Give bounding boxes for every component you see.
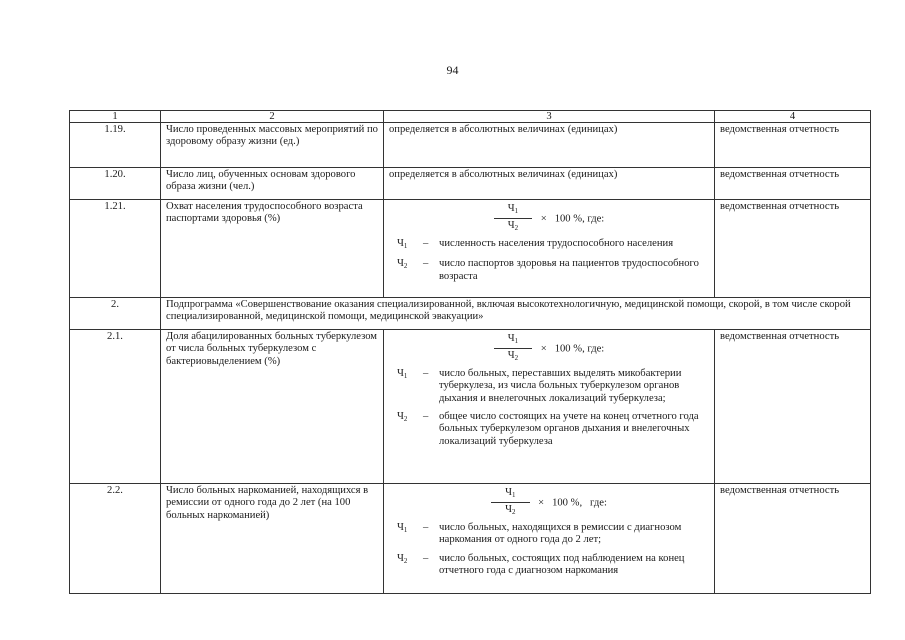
variable-definition <box>389 258 709 283</box>
variable-definition <box>389 553 709 578</box>
formula-tail: × 100 %, где: <box>540 213 605 225</box>
denominator-index: 2 <box>514 224 519 233</box>
indicator-name: Число проведенных массовых мероприятий по здоровому образу жизни (ед.) <box>161 123 384 168</box>
definition-dash: – <box>423 367 429 379</box>
variable-symbol: Ч <box>397 237 404 249</box>
formula <box>389 201 709 235</box>
variable-definition <box>389 368 709 405</box>
variable-symbol: Ч <box>397 552 404 564</box>
definition-text: численность населения трудоспособного населения <box>439 237 674 249</box>
table-header-row <box>70 111 871 123</box>
definition-dash: – <box>423 237 429 249</box>
definition-dash: – <box>423 521 429 533</box>
indicator-name: Число лиц, обученных основам здорового образа жизни (чел.) <box>161 168 384 200</box>
definition-dash: – <box>423 552 429 564</box>
column-header: 2 <box>161 111 384 123</box>
table-row <box>70 200 871 298</box>
row-number: 2.1. <box>70 330 161 484</box>
formula-tail: × 100 %, где: <box>538 497 607 509</box>
variable-definition <box>389 238 709 252</box>
row-number: 2.2. <box>70 484 161 594</box>
variable-index: 1 <box>403 525 408 534</box>
variable-symbol: Ч <box>397 258 404 270</box>
formula <box>389 331 709 365</box>
table-row <box>70 330 871 484</box>
table-row <box>70 123 871 168</box>
variable-symbol: Ч <box>397 521 404 533</box>
indicator-name: Число больных наркоманией, находящихся в ремиссии от одного года до 2 лет (на 100 больных наркоманией) <box>161 484 384 594</box>
calculation-method: определяется в абсолютных величинах (единицах) <box>384 168 715 200</box>
formula <box>389 485 709 519</box>
fraction <box>491 487 529 519</box>
variable-symbol: Ч <box>397 411 404 423</box>
formula-tail: × 100 %, где: <box>540 343 605 355</box>
page-number: 94 <box>446 63 459 77</box>
denominator-symbol: Ч <box>507 350 515 362</box>
column-header: 3 <box>384 111 715 123</box>
variable-index: 1 <box>403 371 408 380</box>
calculation-method <box>384 200 715 298</box>
variable-index: 2 <box>403 262 408 271</box>
variable-definition <box>389 522 709 547</box>
column-header: 4 <box>715 111 871 123</box>
column-header: 1 <box>70 111 161 123</box>
table-row <box>70 484 871 594</box>
definition-text: число паспортов здоровья на пациентов трудоспособного возраста <box>439 258 699 282</box>
definition-text: число больных, переставших выделять микобактерии туберкулеза, из числа больных туберкулезом органов дыхания и внелегочных локализаций туберкулеза; <box>439 367 682 404</box>
data-source: ведомственная отчетность <box>715 168 871 200</box>
fraction <box>494 333 532 365</box>
calculation-method: определяется в абсолютных величинах (единицах) <box>384 123 715 168</box>
numerator-index: 1 <box>512 491 516 499</box>
definition-dash: – <box>423 258 429 270</box>
denominator-symbol: Ч <box>507 220 515 232</box>
indicator-name: Охват населения трудоспособного возраста паспортами здоровья (%) <box>161 200 384 298</box>
numerator-index: 1 <box>514 207 519 215</box>
numerator-symbol: Ч <box>507 203 515 214</box>
numerator-index: 1 <box>514 337 519 345</box>
denominator-symbol: Ч <box>505 504 512 516</box>
data-source: ведомственная отчетность <box>715 200 871 298</box>
denominator-index: 2 <box>512 508 516 517</box>
denominator-index: 2 <box>514 354 519 363</box>
definition-dash: – <box>423 411 429 423</box>
table-row <box>70 168 871 200</box>
calculation-method <box>384 330 715 484</box>
row-number: 1.21. <box>70 200 161 298</box>
data-source: ведомственная отчетность <box>715 123 871 168</box>
definition-text: общее число состоящих на учете на конец отчетного года больных туберкулезом органов дыхания и внелегочных локализаций туберкулеза <box>439 411 699 447</box>
fraction <box>494 203 532 235</box>
variable-index: 2 <box>403 556 408 565</box>
numerator-symbol: Ч <box>505 487 512 498</box>
subprogram-row <box>70 298 871 330</box>
row-number: 1.20. <box>70 168 161 200</box>
variable-index: 1 <box>403 241 408 250</box>
variable-index: 2 <box>403 415 408 424</box>
indicator-table <box>69 110 871 594</box>
variable-symbol: Ч <box>397 367 404 379</box>
indicator-name: Доля абацилированных больных туберкулезом от числа больных туберкулезом с бактериовыделением (%) <box>161 330 384 484</box>
row-number: 2. <box>70 298 161 330</box>
data-source: ведомственная отчетность <box>715 484 871 594</box>
definition-text: число больных, находящихся в ремиссии с диагнозом наркомания от одного года до 2 лет; <box>439 521 682 546</box>
row-number: 1.19. <box>70 123 161 168</box>
numerator-symbol: Ч <box>507 333 515 344</box>
variable-definition <box>389 411 709 448</box>
data-source: ведомственная отчетность <box>715 330 871 484</box>
subprogram-title: Подпрограмма «Совершенствование оказания специализированной, включая высокотехнологичную, медицинской помощи, скорой, в том числе скорой специализированной, медицинской помощи, медицинской эвакуации» <box>161 298 871 330</box>
calculation-method <box>384 484 715 594</box>
definition-text: число больных, состоящих под наблюдением на конец отчетного года с диагнозом наркомания <box>439 552 685 577</box>
